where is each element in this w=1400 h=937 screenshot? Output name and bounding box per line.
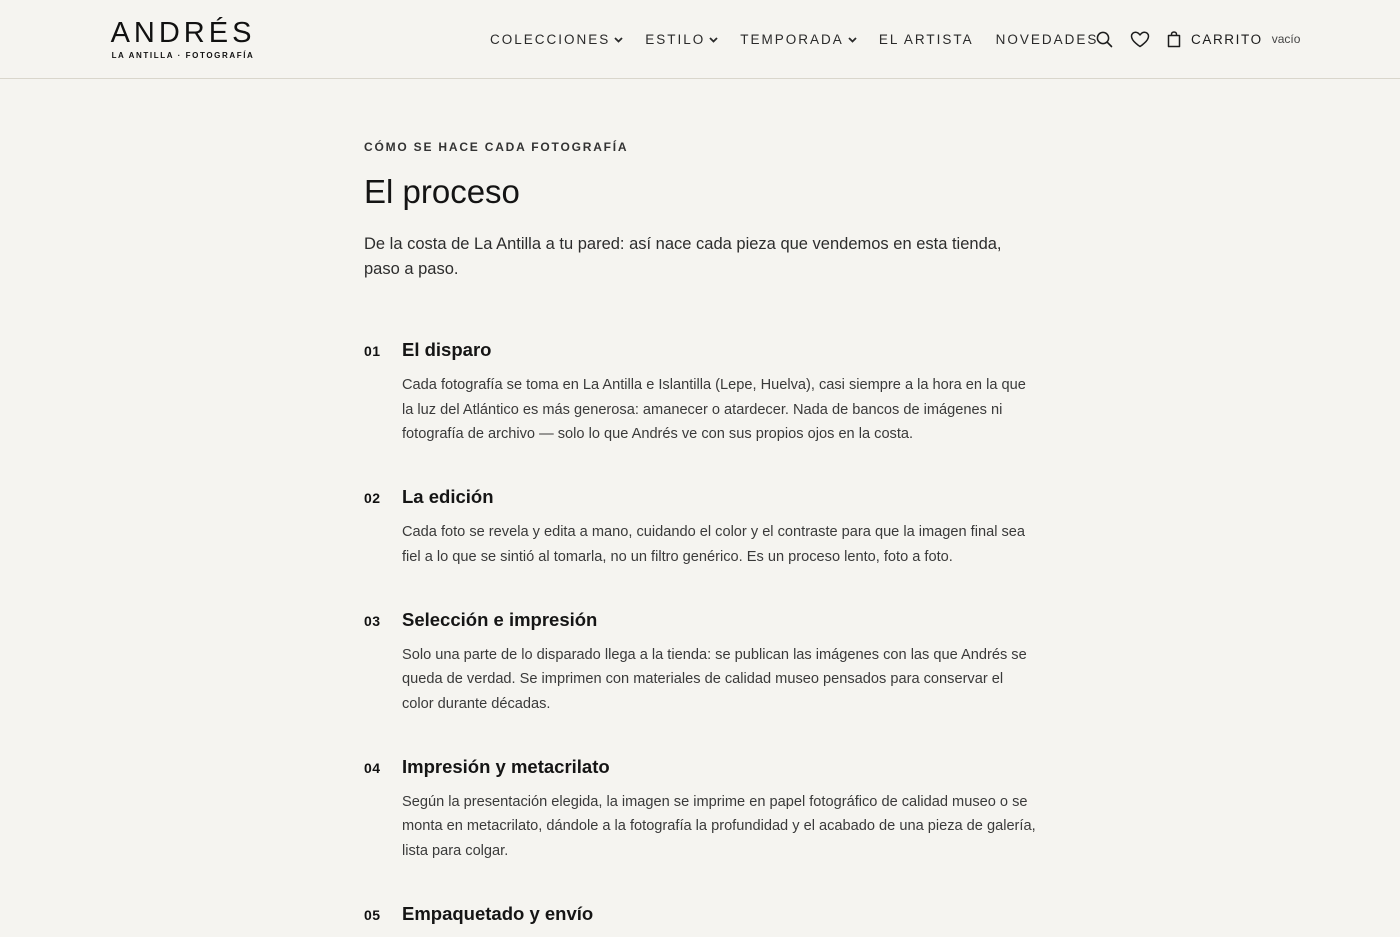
cart-label: CARRITO <box>1191 31 1263 47</box>
search-icon <box>1096 31 1113 48</box>
step-description: Según la presentación elegida, la imagen se imprime en papel fotográfico de calidad museo o se monta en metacrilato, dándole a la fotografía la profundidad y el acabado de una pieza de galería, lista para colgar. <box>402 793 1036 860</box>
process-steps <box>364 339 1036 927</box>
step-title: El disparo <box>402 339 492 360</box>
step-header <box>364 903 1036 927</box>
heart-icon <box>1130 31 1150 48</box>
nav-item-label: COLECCIONES <box>490 31 611 47</box>
step-header <box>364 756 1036 780</box>
nav-item-temporada[interactable] <box>740 32 857 47</box>
nav-item-label: EL ARTISTA <box>878 31 974 47</box>
process-step <box>364 339 1036 447</box>
shopping-bag-icon <box>1167 31 1181 48</box>
step-number: 05 <box>364 906 381 923</box>
page-title: El proceso <box>364 173 520 210</box>
cart-status: vacío <box>1271 32 1301 46</box>
step-description: Cada fotografía se toma en La Antilla e Islantilla (Lepe, Huelva), casi siempre a la hora en la que la luz del Atlántico es más generosa: amanecer o atardecer. Nada de bancos de imágenes ni fotografía de archivo — solo lo que Andrés ve con sus propios ojos en la costa. <box>402 377 1026 443</box>
step-header <box>364 609 1036 633</box>
chevron-down-icon <box>709 37 718 43</box>
header-tools <box>1096 28 1300 50</box>
cart-button[interactable] <box>1167 31 1300 48</box>
step-description: Cada foto se revela y edita a mano, cuidando el color y el contraste para que la imagen final sea fiel a lo que se sintió al tomarla, no un filtro genérico. Es un proceso lento, foto a foto. <box>402 524 1026 565</box>
logo-wordmark: ANDRÉS <box>110 17 256 49</box>
step-number: 04 <box>364 759 381 776</box>
chevron-down-icon <box>848 37 857 43</box>
step-title: Impresión y metacrilato <box>402 755 610 777</box>
intro-text: De la costa de La Antilla a tu pared: así nace cada pieza que vendemos en esta tienda, paso a paso. <box>364 235 1002 278</box>
step-number: 01 <box>364 343 381 359</box>
section-eyebrow: CÓMO SE HACE CADA FOTOGRAFÍA <box>364 140 629 154</box>
process-step <box>364 486 1036 569</box>
main-nav <box>490 30 1098 48</box>
step-header <box>364 486 1036 510</box>
wishlist-button[interactable] <box>1130 31 1150 48</box>
chevron-down-icon <box>614 37 623 43</box>
step-number: 02 <box>364 490 381 507</box>
logo-tagline: LA ANTILLA · FOTOGRAFÍA <box>111 51 255 60</box>
step-header <box>364 339 1036 363</box>
nav-item-label: NOVEDADES <box>995 31 1099 47</box>
step-title: La edición <box>402 486 494 508</box>
step-title: Empaquetado y envío <box>402 902 594 924</box>
process-step <box>364 756 1036 864</box>
logo[interactable] <box>103 16 263 61</box>
nav-item-label: ESTILO <box>645 31 706 47</box>
nav-item-label: TEMPORADA <box>740 31 844 47</box>
step-number: 03 <box>364 612 381 629</box>
search-button[interactable] <box>1096 31 1113 48</box>
step-description: Solo una parte de lo disparado llega a la tienda: se publican las imágenes con las que Andrés se queda de verdad. Se imprimen con materiales de calidad museo pensados para conservar el color durante décadas. <box>402 646 1027 712</box>
site-header <box>0 0 1400 79</box>
nav-item-novedades[interactable] <box>996 32 1099 47</box>
process-section <box>364 138 1036 937</box>
process-step <box>364 903 1036 927</box>
nav-item-estilo[interactable] <box>645 32 718 47</box>
step-title: Selección e impresión <box>402 608 598 630</box>
process-step <box>364 609 1036 717</box>
nav-item-colecciones[interactable] <box>490 32 623 47</box>
nav-item-el-artista[interactable] <box>879 32 974 47</box>
